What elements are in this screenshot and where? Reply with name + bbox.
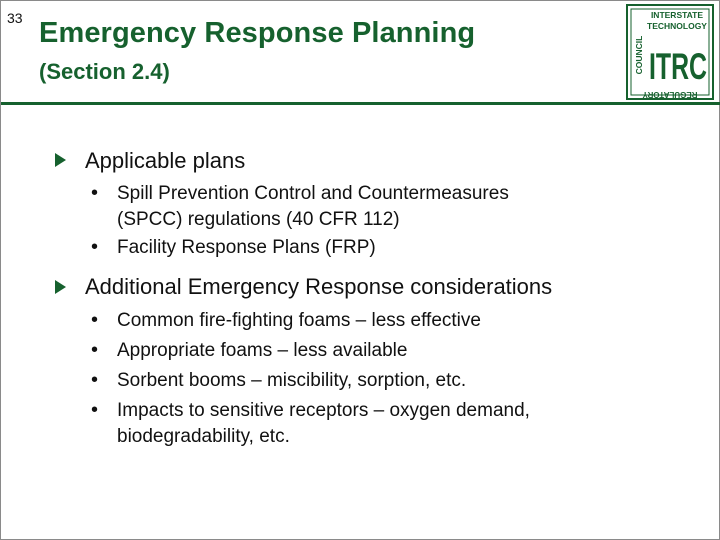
sub-item-frp: Facility Response Plans (FRP) xyxy=(117,237,376,258)
slide-subtitle: (Section 2.4) xyxy=(39,59,170,84)
bullet-arrow-icon xyxy=(55,153,66,167)
itrc-logo xyxy=(626,4,714,100)
sub-bullet-dot-icon: • xyxy=(91,339,99,361)
bullet-arrow-icon xyxy=(55,280,66,294)
slide-number: 33 xyxy=(7,10,23,26)
sub-bullet-dot-icon: • xyxy=(91,369,99,391)
slide-title: Emergency Response Planning xyxy=(39,17,476,49)
sub-item-spcc: Spill Prevention Control and Countermeasures xyxy=(117,183,509,204)
sub-item-common-foams: Common fire-fighting foams – less effective xyxy=(117,310,481,331)
sub-item-sensitive-receptors-cont: biodegradability, etc. xyxy=(117,426,290,447)
sub-item-appropriate-foams: Appropriate foams – less available xyxy=(117,340,408,361)
sub-bullet-dot-icon: • xyxy=(91,236,99,258)
sub-bullet-dot-icon: • xyxy=(91,399,99,421)
sub-item-spcc-cont: (SPCC) regulations (40 CFR 112) xyxy=(117,209,400,230)
logo-side-text: COUNCIL xyxy=(634,35,644,75)
sub-item-sensitive-receptors: Impacts to sensitive receptors – oxygen demand, xyxy=(117,400,530,421)
logo-top-text: INTERSTATE xyxy=(650,10,704,20)
bullet-additional-considerations: Additional Emergency Response considerations xyxy=(85,274,553,299)
logo-second-text: TECHNOLOGY xyxy=(647,21,707,31)
bullet-applicable-plans: Applicable plans xyxy=(85,148,246,173)
title-divider xyxy=(1,102,720,105)
logo-initials: ITRC xyxy=(649,46,707,87)
logo-bottom-text: REGULATORY xyxy=(642,90,698,99)
sub-bullet-dot-icon: • xyxy=(91,182,99,204)
sub-bullet-dot-icon: • xyxy=(91,309,99,331)
sub-item-sorbent-booms: Sorbent booms – miscibility, sorption, etc. xyxy=(117,370,467,391)
